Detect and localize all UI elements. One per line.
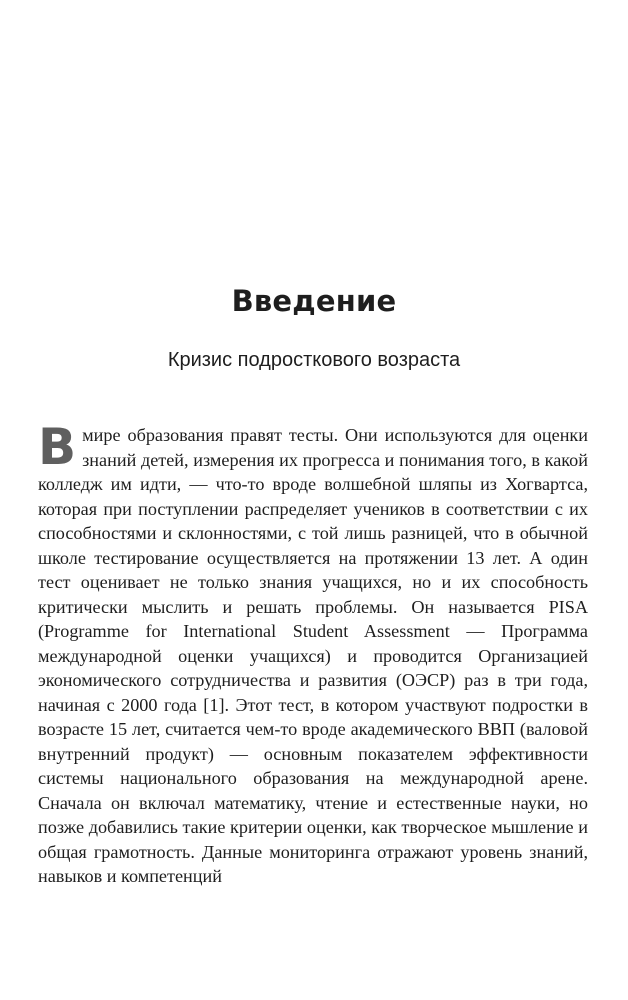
drop-cap: В [38,418,77,476]
chapter-title: Введение [231,284,397,318]
chapter-subtitle: Кризис подросткового возраста [167,349,461,371]
paragraph-text: мире образования правят тесты. Они используются для оценки знаний детей, измерения их прогресса и понимания того, в какой колледж им идти, — что-то вроде волшебной шляпы из Хогвартса, которая при поступлении распределяет учеников в соответствии с их способностями и склонностями, с той лишь разницей, что в обычной школе тестирование осуществляется на протяжении 13 лет. А один тест оценивает не только знания учащихся, но и их способность критически мыслить и решать проблемы. Он называется PISA (Programme for International Student Assessment — Программа международной оценки учащихся) и проводится Организацией экономического сотрудничества и развития (ОЭСР) раз в три года, начиная с 2000 года [1]. Этот тест, в котором участвуют подростки в возрасте 15 лет, считается чем-то вроде академического ВВП (валовой внутренний продукт) — основным показателем эффективности системы национального образования на международной арене. Сначала он включал математику, чтение и естественные науки, но позже добавились такие критерии оценки, как творческое мышление и общая грамотность. Данные мониторинга отражают уровень знаний, навыков и компетенций [38,425,588,886]
body-paragraph [38,418,588,889]
